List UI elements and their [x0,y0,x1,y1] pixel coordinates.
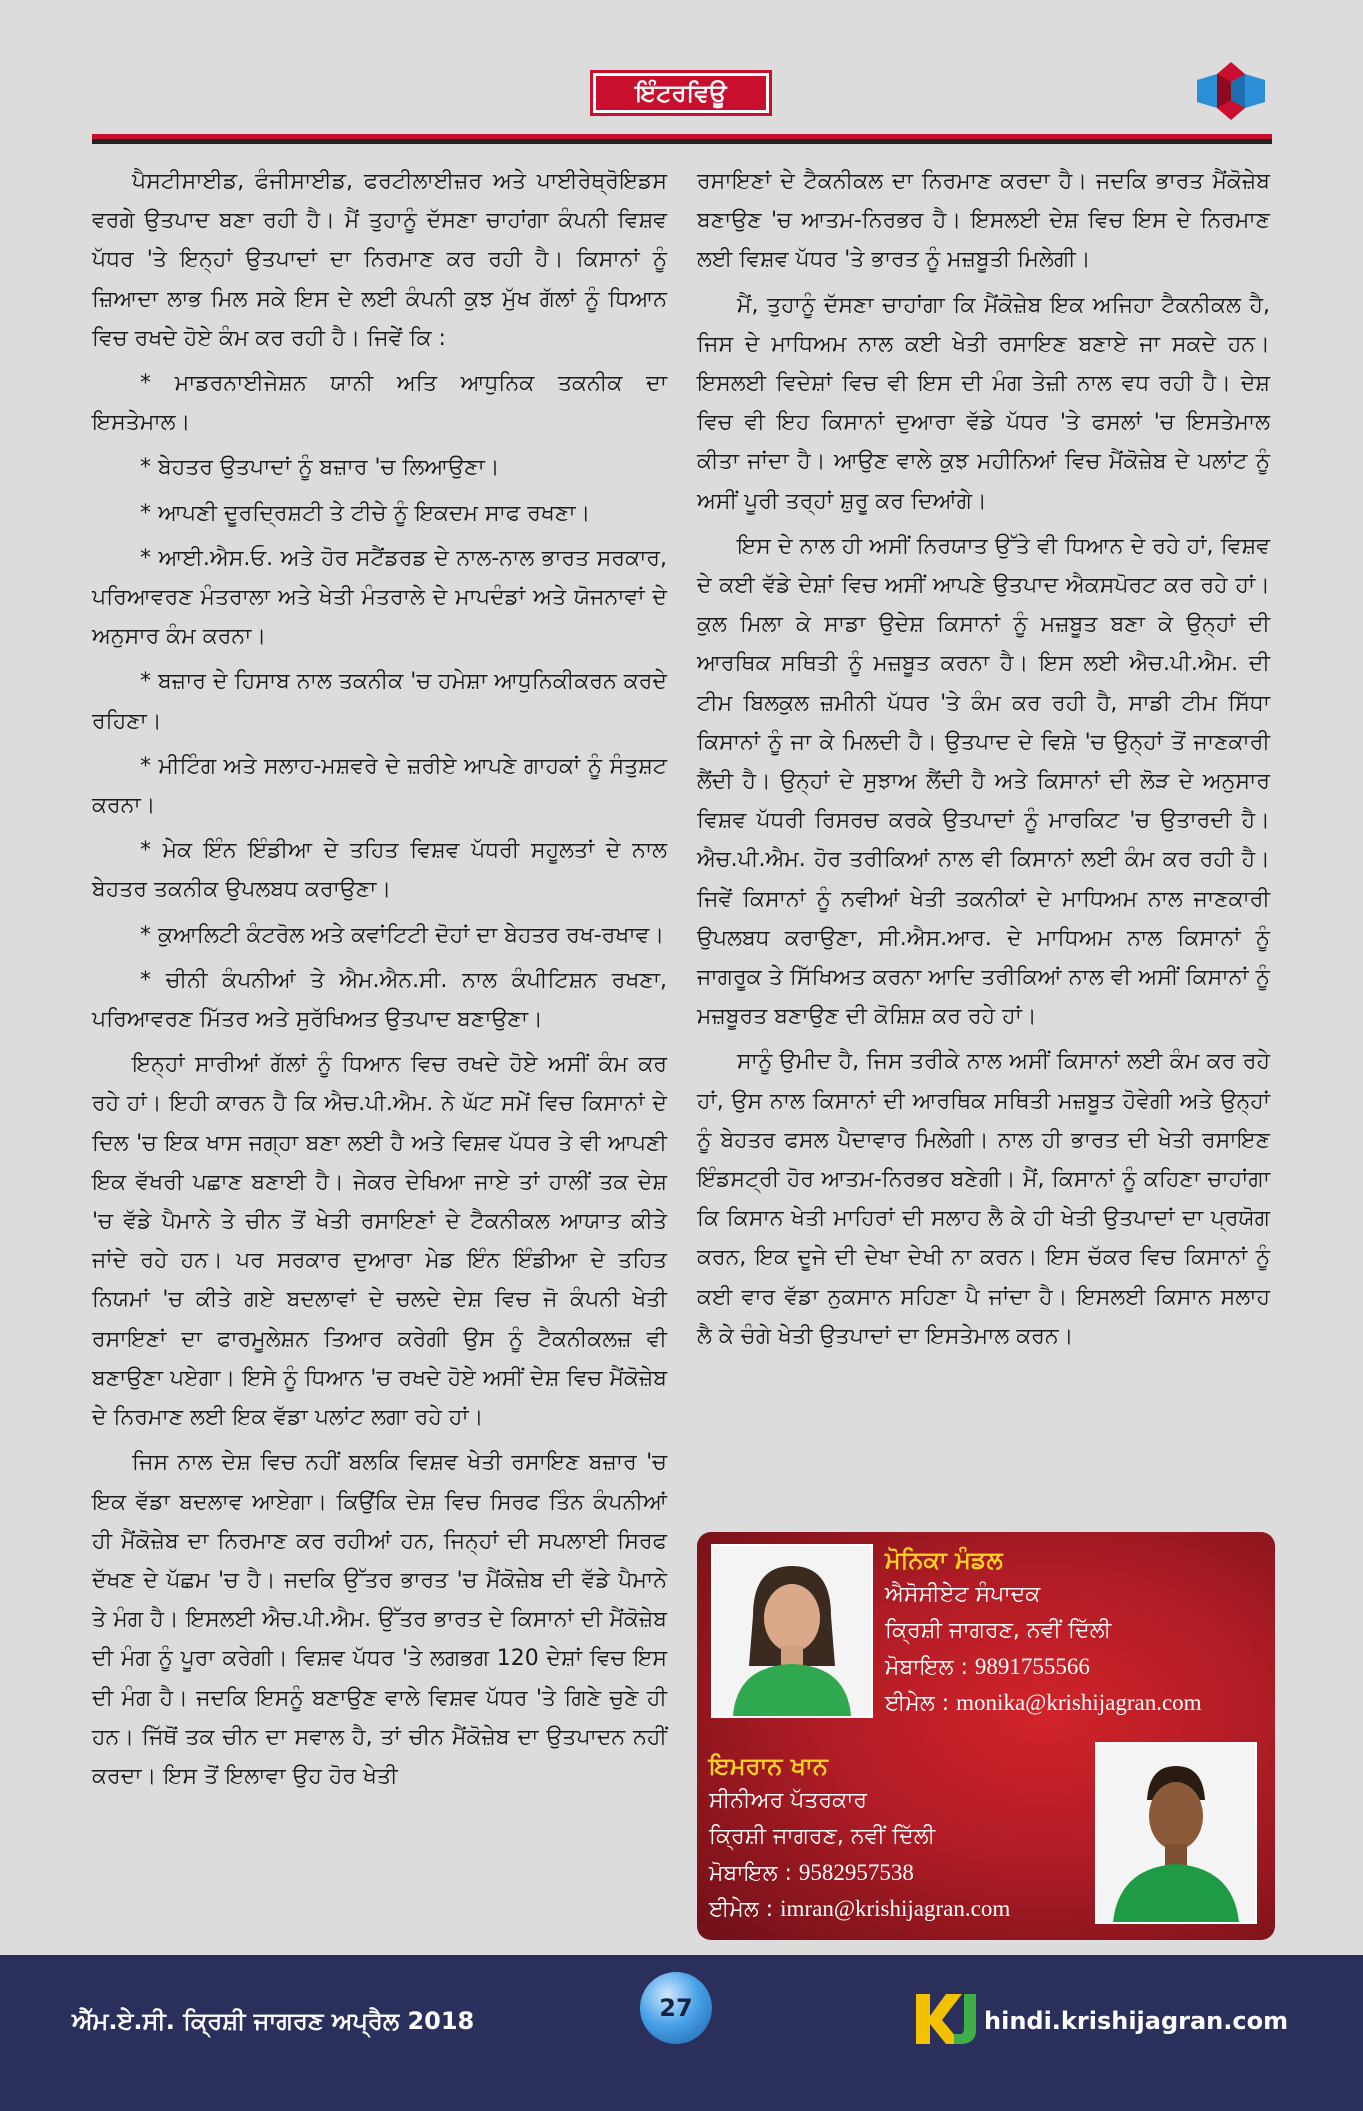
paragraph: ਮੈਂ, ਤੁਹਾਨੂੰ ਦੱਸਣਾ ਚਾਹਾਂਗਾ ਕਿ ਮੈਂਕੋਜ਼ੇਬ ਇਕ ਅਜਿਹਾ ਟੈਕਨੀਕਲ ਹੈ, ਜਿਸ ਦੇ ਮਾਧਿਅਮ ਨਾਲ ਕਈ ਖੇਤੀ ਰਸਾਇਣ ਬਣਾਏ ਜਾ ਸਕਦੇ ਹਨ। ਇਸਲਈ ਵਿਦੇਸ਼ਾਂ ਵਿਚ ਵੀ ਇਸ ਦੀ ਮੰਗ ਤੇਜ਼ੀ ਨਾਲ ਵਧ ਰਹੀ ਹੈ। ਦੇਸ਼ ਵਿਚ ਵੀ ਇਹ ਕਿਸਾਨਾਂ ਦੁਆਰਾ ਵੱਡੇ ਪੱਧਰ 'ਤੇ ਫਸਲਾਂ 'ਚ ਇਸਤੇਮਾਲ ਕੀਤਾ ਜਾਂਦਾ ਹੈ। ਆਉਣ ਵਾਲੇ ਕੁਝ ਮਹੀਨਿਆਂ ਵਿਚ ਮੈਂਕੋਜ਼ੇਬ ਦੇ ਪਲਾਂਟ ਨੂੰ ਅਸੀਂ ਪੂਰੀ ਤਰ੍ਹਾਂ ਸ਼ੁਰੂ ਕਰ ਦਿਆਂਗੇ। [697,292,1270,514]
mobile-label: ਮੋਬਾਇਲ : [885,1655,968,1680]
person2-email-row [709,1896,1010,1922]
contact-card [697,1532,1275,1940]
email-label: ਈਮੇਲ : [885,1691,950,1716]
person2-name: ਇਮਰਾਨ ਖਾਨ [709,1752,828,1780]
person2-mobile-row [709,1860,914,1886]
page-number: 27 [640,1972,712,2044]
right-column [697,162,1270,1362]
paragraph: ਇਸ ਦੇ ਨਾਲ ਹੀ ਅਸੀਂ ਨਿਰਯਾਤ ਉੱਤੇ ਵੀ ਧਿਆਨ ਦੇ ਰਹੇ ਹਾਂ, ਵਿਸ਼ਵ ਦੇ ਕਈ ਵੱਡੇ ਦੇਸ਼ਾਂ ਵਿਚ ਅਸੀਂ ਆਪਣੇ ਉਤਪਾਦ ਐਕਸਪੋਰਟ ਕਰ ਰਹੇ ਹਾਂ। ਕੁਲ ਮਿਲਾ ਕੇ ਸਾਡਾ ਉਦੇਸ਼ ਕਿਸਾਨਾਂ ਨੂੰ ਮਜ਼ਬੂਤ ਬਣਾ ਕੇ ਉਨ੍ਹਾਂ ਦੀ ਆਰਥਿਕ ਸਥਿਤੀ ਨੂੰ ਮਜ਼ਬੂਤ ਕਰਨਾ ਹੈ। ਇਸ ਲਈ ਐਚ.ਪੀ.ਐਮ. ਦੀ ਟੀਮ ਬਿਲਕੁਲ ਜ਼ਮੀਨੀ ਪੱਧਰ 'ਤੇ ਕੰਮ ਕਰ ਰਹੀ ਹੈ, ਸਾਡੀ ਟੀਮ ਸਿੱਧਾ ਕਿਸਾਨਾਂ ਨੂੰ ਜਾ ਕੇ ਮਿਲਦੀ ਹੈ। ਉਤਪਾਦ ਦੇ ਵਿਸ਼ੇ 'ਚ ਉਨ੍ਹਾਂ ਤੋਂ ਜਾਣਕਾਰੀ ਲੈਂਦੀ ਹੈ। ਉਨ੍ਹਾਂ ਦੇ ਸੁਝਾਅ ਲੈਂਦੀ ਹੈ ਅਤੇ ਕਿਸਾਨਾਂ ਦੀ ਲੋੜ ਦੇ ਅਨੁਸਾਰ ਵਿਸ਼ਵ ਪੱਧਰੀ ਰਿਸਰਚ ਕਰਕੇ ਉਤਪਾਦਾਂ ਨੂੰ ਮਾਰਕਿਟ 'ਚ ਉਤਾਰਦੀ ਹੈ। ਐਚ.ਪੀ.ਐਮ. ਹੋਰ ਤਰੀਕਿਆਂ ਨਾਲ ਵੀ ਕਿਸਾਨਾਂ ਲਈ ਕੰਮ ਕਰ ਰਹੀ ਹੈ। ਜਿਵੇਂ ਕਿਸਾਨਾਂ ਨੂੰ ਨਵੀਆਂ ਖੇਤੀ ਤਕਨੀਕਾਂ ਦੇ ਮਾਧਿਅਮ ਨਾਲ ਜਾਣਕਾਰੀ ਉਪਲਬਧ ਕਰਾਉਣਾ, ਸੀ.ਐਸ.ਆਰ. ਦੇ ਮਾਧਿਅਮ ਨਾਲ ਕਿਸਾਨਾਂ ਨੂੰ ਜਾਗਰੂਕ ਤੇ ਸਿੱਖਿਅਤ ਕਰਨਾ ਆਦਿ ਤਰੀਕਿਆਂ ਨਾਲ ਵੀ ਅਸੀਂ ਕਿਸਾਨਾਂ ਨੂੰ ਮਜ਼ਬੂਰਤ ਬਣਾਉਣ ਦੀ ਕੋਸ਼ਿਸ਼ ਕਰ ਰਹੇ ਹਾਂ। [697,533,1270,1030]
bullet-item: * ਚੀਨੀ ਕੰਪਨੀਆਂ ਤੇ ਐਮ.ਐਨ.ਸੀ. ਨਾਲ ਕੰਪੀਟਿਸ਼ਨ ਰਖਣਾ, ਪਰਿਆਵਰਣ ਮਿੱਤਰ ਅਤੇ ਸੁਰੱਖਿਅਤ ਉਤਪਾਦ ਬਣਾਉਣਾ। [92,967,667,1033]
bullet-item: * ਕੁਆਲਿਟੀ ਕੰਟਰੋਲ ਅਤੇ ਕਵਾਂਟਿਟੀ ਦੋਹਾਂ ਦਾ ਬੇਹਤਰ ਰਖ-ਰਖਾਵ। [140,922,665,948]
bullet-item: * ਆਈ.ਐਸ.ਓ. ਅਤੇ ਹੋਰ ਸਟੈਂਡਰਡ ਦੇ ਨਾਲ-ਨਾਲ ਭਾਰਤ ਸਰਕਾਰ, ਪਰਿਆਵਰਣ ਮੰਤਰਾਲਾ ਅਤੇ ਖੇਤੀ ਮੰਤਰਾਲੇ ਦੇ ਮਾਪਦੰਡਾਂ ਅਤੇ ਯੋਜਨਾਵਾਂ ਦੇ ਅਨੁਸਾਰ ਕੰਮ ਕਰਨਾ। [92,545,667,650]
footer-website[interactable]: hindi.krishijagran.com [984,2007,1289,2035]
email-label: ਈਮੇਲ : [709,1897,774,1922]
person1-mobile: 9891755566 [974,1654,1090,1679]
section-tag [590,70,772,116]
paragraph: ਜਿਸ ਨਾਲ ਦੇਸ਼ ਵਿਚ ਨਹੀਂ ਬਲਕਿ ਵਿਸ਼ਵ ਖੇਤੀ ਰਸਾਇਣ ਬਜ਼ਾਰ 'ਚ ਇਕ ਵੱਡਾ ਬਦਲਾਵ ਆਏਗਾ। ਕਿਉਂਕਿ ਦੇਸ਼ ਵਿਚ ਸਿਰਫ ਤਿੰਨ ਕੰਪਨੀਆਂ ਹੀ ਮੈਂਕੋਜ਼ੇਬ ਦਾ ਨਿਰਮਾਣ ਕਰ ਰਹੀਆਂ ਹਨ, ਜਿਨ੍ਹਾਂ ਦੀ ਸਪਲਾਈ ਸਿਰਫ ਦੱਖਣ ਦੇ ਪੱਛਮ 'ਚ ਹੈ। ਜਦਕਿ ਉੱਤਰ ਭਾਰਤ 'ਚ ਮੈਂਕੋਜ਼ੇਬ ਦੀ ਵੱਡੇ ਪੈਮਾਨੇ ਤੇ ਮੰਗ ਹੈ। ਇਸਲਈ ਐਚ.ਪੀ.ਐਮ. ਉੱਤਰ ਭਾਰਤ ਦੇ ਕਿਸਾਨਾਂ ਦੀ ਮੈਂਕੋਜ਼ੇਬ ਦੀ ਮੰਗ ਨੂੰ ਪੂਰਾ ਕਰੇਗੀ। ਵਿਸ਼ਵ ਪੱਧਰ 'ਤੇ ਲਗਭਗ 120 ਦੇਸ਼ਾਂ ਵਿਚ ਇਸ ਦੀ ਮੰਗ ਹੈ। ਜਦਕਿ ਇਸਨੂੰ ਬਣਾਉਣ ਵਾਲੇ ਵਿਸ਼ਵ ਪੱਧਰ 'ਤੇ ਗਿਣੇ ਚੁਣੇ ਹੀ ਹਨ। ਜਿੱਥੋਂ ਤਕ ਚੀਨ ਦਾ ਸਵਾਲ ਹੈ, ਤਾਂ ਚੀਨ ਮੈਂਕੋਜ਼ੇਬ ਦਾ ਉਤਪਾਦਨ ਨਹੀਂ ਕਰਦਾ। ਇਸ ਤੋਂ ਇਲਾਵਾ ਉਹ ਹੋਰ ਖੇਤੀ [92,1450,667,1789]
mobile-label: ਮੋਬਾਇਲ : [709,1861,792,1886]
section-tag-label: ਇੰਟਰਵਿਊ [596,76,766,110]
paragraph: ਰਸਾਇਣਾਂ ਦੇ ਟੈਕਨੀਕਲ ਦਾ ਨਿਰਮਾਣ ਕਰਦਾ ਹੈ। ਜਦਕਿ ਭਾਰਤ ਮੈਂਕੋਜ਼ੇਬ ਬਣਾਉਣ 'ਚ ਆਤਮ-ਨਿਰਭਰ ਹੈ। ਇਸਲਈ ਦੇਸ਼ ਵਿਚ ਇਸ ਦੇ ਨਿਰਮਾਣ ਲਈ ਵਿਸ਼ਵ ਪੱਧਰ 'ਤੇ ਭਾਰਤ ਨੂੰ ਮਜ਼ਬੂਤੀ ਮਿਲੇਗੀ। [697,169,1270,273]
bullet-item: * ਬੇਹਤਰ ਉਤਪਾਦਾਂ ਨੂੰ ਬਜ਼ਾਰ 'ਚ ਲਿਆਉਣਾ। [140,455,500,481]
person2-photo [1095,1742,1257,1924]
header-rule-black [92,139,1272,144]
gem-logo-icon [1195,60,1267,122]
person2-role: ਸੀਨੀਅਰ ਪੱਤਰਕਾਰ [709,1788,868,1813]
person2-mobile: 9582957538 [798,1860,914,1885]
footer-publication: ਐੱਮ.ਏ.ਸੀ. ਕ੍ਰਿਸ਼ੀ ਜਾਗਰਣ ਅਪ੍ਰੈਲ 2018 [72,2007,475,2035]
bullet-item: * ਮੀਟਿੰਗ ਅਤੇ ਸਲਾਹ-ਮਸ਼ਵਰੇ ਦੇ ਜ਼ਰੀਏ ਆਪਣੇ ਗਾਹਕਾਂ ਨੂੰ ਸੰਤੁਸ਼ਟ ਕਰਨਾ। [92,753,667,819]
person1-photo [711,1544,873,1718]
bullet-item: * ਮਾਡਰਨਾਈਜੇਸ਼ਨ ਯਾਨੀ ਅਤਿ ਆਧੁਨਿਕ ਤਕਨੀਕ ਦਾ ਇਸਤੇਮਾਲ। [92,371,667,436]
person1-portrait-icon [713,1546,871,1716]
person1-email[interactable]: monika@krishijagran.com [956,1690,1202,1715]
person1-email-row [885,1690,1202,1716]
person1-org: ਕ੍ਰਿਸ਼ੀ ਜਾਗਰਣ, ਨਵੀਂ ਦਿੱਲੀ [885,1618,1112,1643]
person1-name: ਮੋਨਿਕਾ ਮੰਡਲ [885,1546,1003,1574]
left-column [92,162,667,1802]
person2-org: ਕ੍ਰਿਸ਼ੀ ਜਾਗਰਣ, ਨਵੀਂ ਦਿੱਲੀ [709,1824,936,1849]
bullet-item: * ਬਜ਼ਾਰ ਦੇ ਹਿਸਾਬ ਨਾਲ ਤਕਨੀਕ 'ਚ ਹਮੇਸ਼ਾ ਆਧੁਨਿਕੀਕਰਨ ਕਰਦੇ ਰਹਿਣਾ। [92,669,667,734]
person2-portrait-icon [1097,1744,1255,1922]
paragraph: ਸਾਨੂੰ ਉਮੀਦ ਹੈ, ਜਿਸ ਤਰੀਕੇ ਨਾਲ ਅਸੀਂ ਕਿਸਾਨਾਂ ਲਈ ਕੰਮ ਕਰ ਰਹੇ ਹਾਂ, ਉਸ ਨਾਲ ਕਿਸਾਨਾਂ ਦੀ ਆਰਥਿਕ ਸਥਿਤੀ ਮਜ਼ਬੂਤ ਹੋਵੇਗੀ ਅਤੇ ਉਨ੍ਹਾਂ ਨੂੰ ਬੇਹਤਰ ਫਸਲ ਪੈਦਾਵਾਰ ਮਿਲੇਗੀ। ਨਾਲ ਹੀ ਭਾਰਤ ਦੀ ਖੇਤੀ ਰਸਾਇਣ ਇੰਡਸਟ੍ਰੀ ਹੋਰ ਆਤਮ-ਨਿਰਭਰ ਬਣੇਗੀ। ਮੈਂ, ਕਿਸਾਨਾਂ ਨੂੰ ਕਹਿਣਾ ਚਾਹਾਂਗਾ ਕਿ ਕਿਸਾਨ ਖੇਤੀ ਮਾਹਿਰਾਂ ਦੀ ਸਲਾਹ ਲੈ ਕੇ ਹੀ ਖੇਤੀ ਉਤਪਾਦਾਂ ਦਾ ਪ੍ਰਯੋਗ ਕਰਨ, ਇਕ ਦੂਜੇ ਦੀ ਦੇਖਾ ਦੇਖੀ ਨਾ ਕਰਨ। ਇਸ ਚੱਕਰ ਵਿਚ ਕਿਸਾਨਾਂ ਨੂੰ ਕਈ ਵਾਰ ਵੱਡਾ ਨੁਕਸਾਨ ਸਹਿਣਾ ਪੈ ਜਾਂਦਾ ਹੈ। ਇਸਲਈ ਕਿਸਾਨ ਸਲਾਹ ਲੈ ਕੇ ਚੰਗੇ ਖੇਤੀ ਉਤਪਾਦਾਂ ਦਾ ਇਸਤੇਮਾਲ ਕਰਨ। [697,1049,1270,1349]
paragraph: ਪੈਸਟੀਸਾਈਡ, ਫੰਜੀਸਾਈਡ, ਫਰਟੀਲਾਈਜ਼ਰ ਅਤੇ ਪਾਈਰੇਥ੍ਰੋਇਡਸ ਵਰਗੇ ਉਤਪਾਦ ਬਣਾ ਰਹੀ ਹੈ। ਮੈਂ ਤੁਹਾਨੂੰ ਦੱਸਣਾ ਚਾਹਾਂਗਾ ਕੰਪਨੀ ਵਿਸ਼ਵ ਪੱਧਰ 'ਤੇ ਇਨ੍ਹਾਂ ਉਤਪਾਦਾਂ ਦਾ ਨਿਰਮਾਣ ਕਰ ਰਹੀ ਹੈ। ਕਿਸਾਨਾਂ ਨੂੰ ਜ਼ਿਆਦਾ ਲਾਭ ਮਿਲ ਸਕੇ ਇਸ ਦੇ ਲਈ ਕੰਪਨੀ ਕੁਝ ਮੁੱਖ ਗੱਲਾਂ ਨੂੰ ਧਿਆਨ ਵਿਚ ਰਖਦੇ ਹੋਏ ਕੰਮ ਕਰ ਰਹੀ ਹੈ। ਜਿਵੇਂ ਕਿ : [92,169,667,351]
person1-role: ਐਸੋਸੀਏਟ ਸੰਪਾਦਕ [885,1582,1041,1607]
bullet-item: * ਆਪਣੀ ਦੂਰਦ੍ਰਿਸ਼ਟੀ ਤੇ ਟੀਚੇ ਨੂੰ ਇਕਦਮ ਸਾਫ ਰਖਣਾ। [140,500,591,526]
bullet-item: * ਮੇਕ ਇੰਨ ਇੰਡੀਆ ਦੇ ਤਹਿਤ ਵਿਸ਼ਵ ਪੱਧਰੀ ਸਹੂਲਤਾਂ ਦੇ ਨਾਲ ਬੇਹਤਰ ਤਕਨੀਕ ਉਪਲਬਧ ਕਰਾਉਣਾ। [92,838,667,903]
person2-email[interactable]: imran@krishijagran.com [780,1896,1011,1921]
kj-logo-icon [910,1986,982,2048]
paragraph: ਇਨ੍ਹਾਂ ਸਾਰੀਆਂ ਗੱਲਾਂ ਨੂੰ ਧਿਆਨ ਵਿਚ ਰਖਦੇ ਹੋਏ ਅਸੀਂ ਕੰਮ ਕਰ ਰਹੇ ਹਾਂ। ਇਹੀ ਕਾਰਨ ਹੈ ਕਿ ਐਚ.ਪੀ.ਐਮ. ਨੇ ਘੱਟ ਸਮੇਂ ਵਿਚ ਕਿਸਾਨਾਂ ਦੇ ਦਿਲ 'ਚ ਇਕ ਖਾਸ ਜਗ੍ਹਾ ਬਣਾ ਲਈ ਹੈ ਅਤੇ ਵਿਸ਼ਵ ਪੱਧਰ ਤੇ ਵੀ ਆਪਣੀ ਇਕ ਵੱਖਰੀ ਪਛਾਣ ਬਣਾਈ ਹੈ। ਜੇਕਰ ਦੇਖਿਆ ਜਾਏ ਤਾਂ ਹਾਲੀਂ ਤਕ ਦੇਸ਼ 'ਚ ਵੱਡੇ ਪੈਮਾਨੇ ਤੇ ਚੀਨ ਤੋਂ ਖੇਤੀ ਰਸਾਇਣਾਂ ਦੇ ਟੈਕਨੀਕਲ ਆਯਾਤ ਕੀਤੇ ਜਾਂਦੇ ਰਹੇ ਹਨ। ਪਰ ਸਰਕਾਰ ਦੁਆਰਾ ਮੇਡ ਇੰਨ ਇੰਡੀਆ ਦੇ ਤਹਿਤ ਨਿਯਮਾਂ 'ਚ ਕੀਤੇ ਗਏ ਬਦਲਾਵਾਂ ਦੇ ਚਲਦੇ ਦੇਸ਼ ਵਿਚ ਜੋ ਕੰਪਨੀ ਖੇਤੀ ਰਸਾਇਣਾਂ ਦਾ ਫਾਰਮੂਲੇਸ਼ਨ ਤਿਆਰ ਕਰੇਗੀ ਉਸ ਨੂੰ ਟੈਕਨੀਕਲਜ਼ ਵੀ ਬਣਾਉਣਾ ਪਏਗਾ। ਇਸੇ ਨੂੰ ਧਿਆਨ 'ਚ ਰਖਦੇ ਹੋਏ ਅਸੀਂ ਦੇਸ਼ ਵਿਚ ਮੈਂਕੋਜ਼ੇਬ ਦੇ ਨਿਰਮਾਣ ਲਈ ਇਕ ਵੱਡਾ ਪਲਾਂਟ ਲਗਾ ਰਹੇ ਹਾਂ। [92,1052,667,1431]
person1-mobile-row [885,1654,1090,1680]
